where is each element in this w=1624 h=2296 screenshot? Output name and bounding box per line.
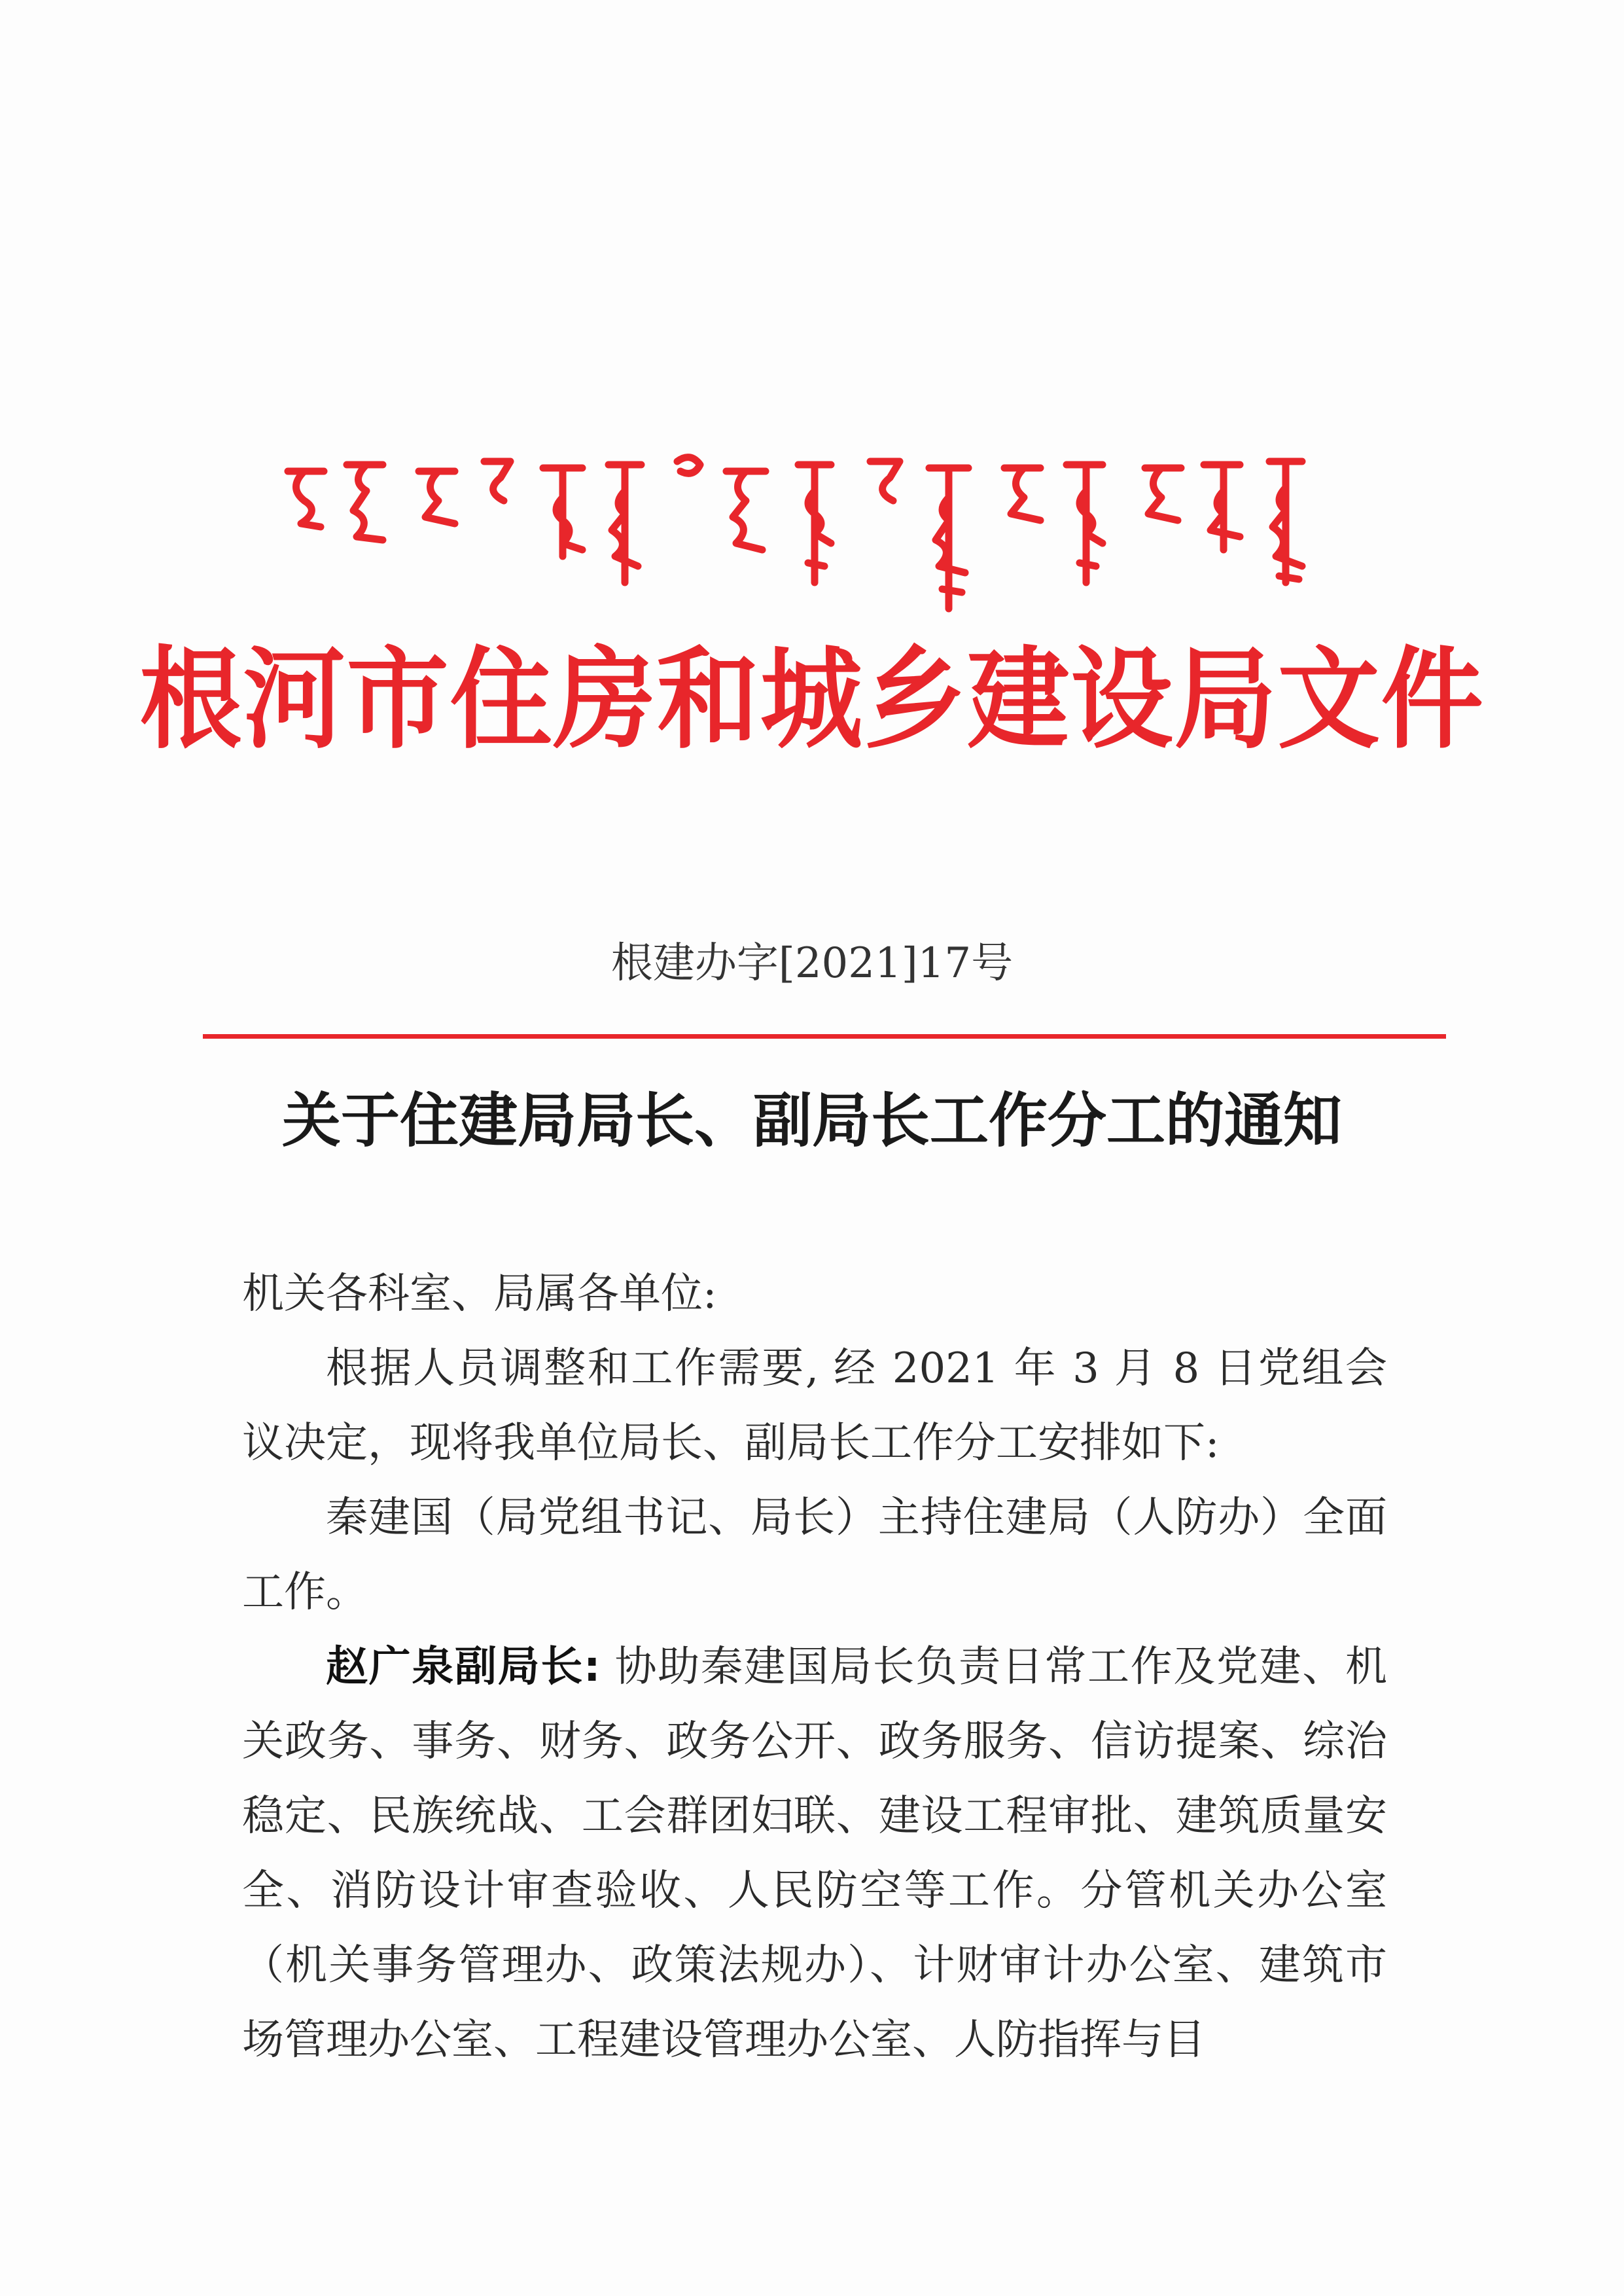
paragraph-2-text: 秦建国（局党组书记、局长）主持住建局（人防办）全面工作。 [242, 1494, 1387, 1617]
paragraph-1-text: 根据人员调整和工作需要, 经 2021 年 3 月 8 日党组会议决定，现将我单位局长、副局长工作分工安排如下: [242, 1344, 1387, 1467]
mongolian-script-header [275, 452, 1387, 622]
salutation-text: 机关各科室、局属各单位: [242, 1270, 717, 1318]
document-number: 根建办字[2021]17号 [610, 939, 1014, 988]
paragraph-3-text [242, 1630, 1387, 2077]
salutation [242, 1257, 1387, 1331]
agency-header: 根河市住房和城乡建设局文件 [139, 636, 1485, 764]
deputy-director-name: 赵广泉副局长: [326, 1643, 601, 1691]
red-divider-line [203, 1034, 1446, 1039]
document-title: 关于住建局局长、副局长工作分工的通知 [282, 1086, 1342, 1155]
deputy-director-duties: 协助秦建国局长负责日常工作及党建、机关政务、事务、财务、政务公开、政务服务、信访提案、综治稳定、民族统战、工会群团妇联、建设工程审批、建筑质量安全、消防设计审查验收、人民防空等工作。分管机关办公室（机关事务管理办、政策法规办）、计财审计办公室、建筑市场管理办公室、工程建设管理办公室、人防指挥与目 [242, 1643, 1388, 2064]
paragraph-3 [242, 1630, 1387, 2077]
paragraph-1 [242, 1331, 1387, 1480]
paragraph-2 [242, 1480, 1387, 1630]
